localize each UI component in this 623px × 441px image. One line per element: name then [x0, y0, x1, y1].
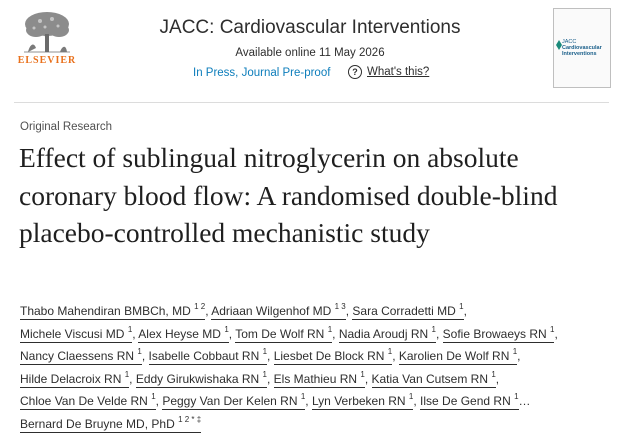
author-link[interactable] [20, 324, 133, 343]
author-affiliation-markers: 1 [327, 324, 333, 334]
author-separator: , [413, 394, 421, 408]
author-separator: , [463, 304, 467, 318]
author-link[interactable] [20, 349, 142, 365]
author-link[interactable] [338, 324, 436, 343]
author-name: Katia Van Cutsem RN [371, 371, 492, 386]
author-link[interactable] [352, 304, 463, 320]
author-link[interactable] [20, 369, 130, 388]
author-separator: , [305, 394, 312, 408]
author-link[interactable] [20, 394, 156, 410]
author-separator: , [392, 349, 399, 363]
author-affiliation-markers: 1 [408, 392, 414, 401]
author-name: Ilse De Gend RN [420, 394, 515, 408]
author-separator: , [495, 371, 500, 386]
author-affiliation-markers: 1 [262, 369, 267, 379]
journal-pre-proof-link[interactable]: In Press, Journal Pre-proof [193, 67, 331, 79]
author-affiliation-markers: 1 [459, 302, 464, 311]
author-name: Adriaan Wilgenhof MD [211, 304, 335, 318]
author-name: Sara Corradetti MD [352, 304, 460, 318]
author-line [20, 414, 610, 440]
author-line [20, 369, 610, 395]
author-separator: , [132, 326, 139, 341]
author-separator: , [364, 371, 372, 386]
author-line [20, 324, 610, 350]
author-affiliation-markers: 1 [224, 324, 229, 334]
author-separator: , [517, 349, 521, 363]
journal-cover-thumbnail[interactable] [553, 8, 611, 88]
author-separator: , [554, 326, 558, 341]
author-link[interactable] [149, 349, 268, 365]
author-affiliation-markers: 1 [512, 347, 518, 356]
author-name: Liesbet De Block RN [273, 349, 388, 363]
author-link[interactable] [442, 324, 558, 343]
author-name: Alex Heyse MD [138, 326, 225, 341]
author-affiliation-markers: 1 [550, 324, 555, 334]
author-separator: , [267, 349, 274, 363]
cover-text: JACC Cardiovascular Interventions [562, 39, 602, 57]
author-name: Isabelle Cobbaut RN [148, 349, 263, 363]
author-name: Els Mathieu RN [273, 371, 361, 386]
author-list [20, 304, 610, 439]
author-line [20, 394, 610, 417]
author-name: Chloe Van De Velde RN [20, 394, 152, 408]
author-link[interactable] [135, 369, 267, 388]
author-name: Karolien De Wolf RN [398, 349, 513, 363]
author-link[interactable] [162, 394, 305, 410]
author-affiliation-markers: 1 2 * ‡ [178, 414, 202, 424]
author-link[interactable] [273, 369, 365, 388]
author-affiliation-markers: 1 [151, 392, 156, 401]
whats-this-help[interactable] [348, 65, 429, 79]
author-affiliation-markers: 1 [127, 324, 133, 334]
author-affiliation-markers: 1 [262, 347, 268, 356]
author-separator: , [228, 326, 236, 341]
author-separator: , [205, 304, 212, 318]
author-affiliation-markers: 1 [124, 369, 130, 379]
author-name: Hilde Delacroix RN [20, 371, 125, 386]
author-separator: , [267, 371, 274, 386]
available-online-date: Available online 11 May 2026 [235, 47, 385, 59]
author-name: Thabo Mahendiran BMBCh, MD [20, 304, 195, 318]
author-name: Bernard De Bruyne MD, PhD [20, 416, 179, 431]
author-link[interactable] [274, 349, 393, 365]
question-circle-icon: ? [348, 65, 362, 79]
article-title: Effect of sublingual nitroglycerin on absolute coronary blood flow: A randomised double-blind placebo-controlled mechanistic study [19, 142, 558, 248]
publisher-name: ELSEVIER [17, 55, 77, 66]
author-link[interactable] [420, 394, 519, 410]
author-separator: , [141, 349, 149, 363]
author-separator: , [155, 394, 163, 408]
author-link[interactable] [312, 394, 413, 410]
author-separator: , [129, 371, 136, 386]
author-name: Lyn Verbeken RN [311, 394, 409, 408]
whats-this-link[interactable]: What's this? [367, 66, 430, 78]
author-link[interactable] [371, 369, 496, 388]
author-separator: … [518, 394, 531, 408]
journal-title[interactable]: JACC: Cardiovascular Interventions [159, 17, 461, 38]
author-affiliation-markers: 1 [491, 369, 496, 379]
author-separator: , [345, 304, 353, 318]
article-header [0, 0, 623, 103]
author-link[interactable] [211, 304, 346, 320]
author-line [20, 304, 610, 327]
author-affiliation-markers: 1 [137, 347, 142, 356]
author-name: Eddy Girukwishaka RN [135, 371, 263, 386]
author-name: Peggy Van Der Kelen RN [162, 394, 301, 408]
article-type: Original Research [20, 121, 113, 133]
author-affiliation-markers: 1 [387, 347, 393, 356]
author-affiliation-markers: 1 2 [194, 302, 206, 311]
author-name: Nancy Claessens RN [20, 349, 138, 363]
author-link[interactable] [399, 349, 517, 365]
author-affiliation-markers: 1 [431, 324, 436, 334]
author-link[interactable] [20, 304, 205, 320]
author-line [20, 349, 610, 372]
author-link[interactable] [138, 324, 229, 343]
author-affiliation-markers: 1 [300, 392, 306, 401]
author-link[interactable] [235, 324, 333, 343]
author-affiliation-markers: 1 3 [334, 302, 346, 311]
author-affiliation-markers: 1 [514, 392, 519, 401]
author-affiliation-markers: 1 [360, 369, 365, 379]
author-name: Nadia Aroudj RN [338, 326, 432, 341]
author-name: Tom De Wolf RN [235, 326, 328, 341]
author-separator: , [332, 326, 339, 341]
author-name: Sofie Browaeys RN [442, 326, 551, 341]
author-link[interactable] [20, 414, 202, 433]
author-name: Michele Viscusi MD [20, 326, 128, 341]
header-divider [14, 102, 609, 103]
author-separator: , [435, 326, 443, 341]
